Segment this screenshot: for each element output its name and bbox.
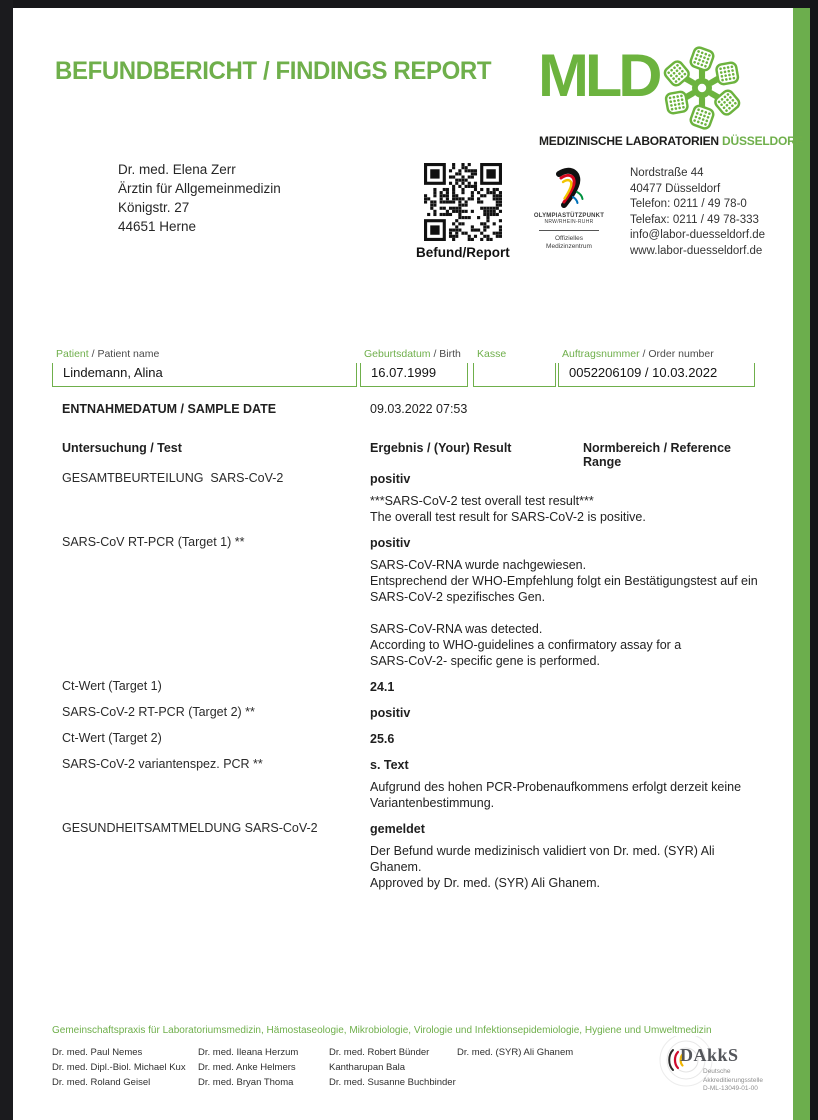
dakks-wordmark: DAkkS: [680, 1045, 739, 1065]
col-header-range: Normbereich / Reference Range: [583, 441, 731, 469]
olympic-line3: Offizielles: [554, 235, 584, 242]
label-accent: Patient: [56, 348, 89, 360]
test-result-notes: [370, 779, 772, 811]
practice-description: Gemeinschaftspraxis für Laboratoriumsmedizin, Hämostaseologie, Mikrobiologie, Virologie und Infektionsepidemiologie, Hygiene und Umweltmedizin: [52, 1025, 712, 1036]
note-line: The overall test result for SARS-CoV-2 is positive.: [370, 510, 646, 524]
olympic-divider: [539, 230, 599, 231]
field-kasse-label: [477, 348, 556, 360]
field-kasse: [473, 348, 556, 387]
test-result-value: 25.6: [370, 732, 395, 746]
results-table-header: [62, 441, 762, 469]
col-header-test: Untersuchung / Test: [62, 441, 182, 455]
note-line: SARS-CoV-RNA wurde nachgewiesen.: [370, 558, 587, 572]
test-result-value: positiv: [370, 536, 411, 550]
page-title: BEFUNDBERICHT / FINDINGS REPORT: [55, 57, 492, 85]
subtitle-black: MEDIZINISCHE LABORATORIEN: [539, 134, 719, 148]
test-result-notes: [370, 557, 772, 669]
field-ordernumber-label: [562, 348, 755, 360]
test-name: GESAMTBEURTEILUNG SARS-CoV-2: [62, 471, 284, 485]
label-rest: / Patient name: [88, 348, 160, 360]
lab-address-block: [630, 166, 765, 259]
test-name: Ct-Wert (Target 2): [62, 731, 162, 745]
lab-address-line: www.labor-duesseldorf.de: [630, 244, 763, 257]
field-patient-label: [56, 348, 357, 360]
test-name: GESUNDHEITSAMTMELDUNG SARS-CoV-2: [62, 821, 318, 835]
label-rest: / Order number: [639, 348, 714, 360]
doctor-name: Dr. med. Paul Nemes: [52, 1047, 143, 1058]
note-line: SARS-CoV-2 spezifisches Gen.: [370, 590, 546, 604]
viewer-left-edge: [0, 0, 13, 1120]
doctor-name: Dr. med. Susanne Buchbinder: [329, 1077, 456, 1088]
doctor-name: Dr. med. Ileana Herzum: [198, 1047, 299, 1058]
note-line: [370, 605, 772, 621]
doctors-column: [329, 1045, 457, 1090]
doctors-column: [52, 1045, 198, 1090]
label-rest: / Birth: [430, 348, 461, 360]
viewer-top-edge: [0, 0, 818, 8]
doctor-name: Dr. med. Bryan Thoma: [198, 1077, 294, 1088]
result-row: [62, 757, 772, 811]
note-line: Variantenbestimmung.: [370, 796, 495, 810]
field-birthdate-label: [364, 348, 468, 360]
doctor-name: Kantharupan Bala: [329, 1062, 406, 1073]
lab-address-line: Nordstraße 44: [630, 167, 704, 179]
test-result-value: s. Text: [370, 758, 409, 772]
field-kasse-value: [473, 363, 556, 387]
addressee-line: Königstr. 27: [118, 200, 190, 215]
sample-date-label: ENTNAHMEDATUM / SAMPLE DATE: [62, 402, 277, 416]
test-result-notes: [370, 843, 772, 891]
lab-address-line: 40477 Düsseldorf: [630, 182, 721, 195]
result-row: [62, 471, 772, 525]
test-result-value: positiv: [370, 706, 411, 720]
test-name: Ct-Wert (Target 1): [62, 679, 162, 693]
addressee-line: Ärztin für Allgemeinmedizin: [118, 181, 281, 196]
label-accent: Geburtsdatum: [364, 348, 431, 360]
mld-logo-wordmark: MLD: [538, 42, 659, 109]
doctors-list: [52, 1045, 607, 1090]
test-name: SARS-CoV RT-PCR (Target 1) **: [62, 535, 245, 549]
test-result-value: gemeldet: [370, 822, 425, 836]
field-ordernumber-value: 0052206109 / 10.03.2022: [558, 363, 755, 387]
olympic-line1: OLYMPIASTÜTZPUNKT: [533, 213, 605, 219]
test-result-notes: [370, 493, 772, 525]
note-line: Aufgrund des hohen PCR-Probenaufkommens erfolgt derzeit keine: [370, 780, 742, 794]
note-line: According to WHO-guidelines a confirmatory assay for a: [370, 638, 682, 652]
doctor-name: Dr. med. (SYR) Ali Ghanem: [457, 1047, 574, 1058]
result-row: [62, 705, 772, 721]
lab-address-line: Telefax: 0211 / 49 78-333: [630, 213, 759, 226]
viewer-right-edge: [810, 0, 818, 1120]
lab-address-line: info@labor-duesseldorf.de: [630, 229, 766, 241]
page-green-border: [793, 8, 810, 1120]
qr-code-icon: [424, 163, 502, 241]
doctors-column: [457, 1045, 607, 1060]
result-row: [62, 821, 772, 891]
note-line: SARS-CoV-RNA was detected.: [370, 622, 543, 636]
results-table-body: [62, 471, 772, 900]
label-accent: Kasse: [477, 348, 507, 360]
dakks-logo: [642, 1036, 782, 1106]
field-patient-value: Lindemann, Alina: [52, 363, 357, 387]
note-line: Der Befund wurde medizinisch validiert von Dr. med. (SYR) Ali: [370, 844, 715, 858]
result-row: [62, 679, 772, 695]
test-result-value: positiv: [370, 472, 411, 486]
sample-date-value: 09.03.2022 07:53: [370, 402, 468, 416]
note-line: Ghanem.: [370, 860, 422, 874]
note-line: Entsprechend der WHO-Empfehlung folgt ein Bestätigungstest auf ein: [370, 574, 758, 588]
field-birthdate-value: 16.07.1999: [360, 363, 468, 387]
test-name: SARS-CoV-2 RT-PCR (Target 2) **: [62, 705, 255, 719]
label-accent: Auftragsnummer: [562, 348, 640, 360]
dakks-subtext: [703, 1068, 763, 1094]
doctors-column: [198, 1045, 329, 1090]
mld-flower-icon: [656, 42, 748, 134]
result-row: [62, 535, 772, 669]
note-line: ***SARS-CoV-2 test overall test result***: [370, 494, 594, 508]
field-patient: [52, 348, 357, 387]
doctor-name: Dr. med. Dipl.-Biol. Michael Kux: [52, 1062, 186, 1073]
result-row: [62, 731, 772, 747]
mld-logo-subtitle: [539, 134, 803, 148]
subtitle-green: DÜSSELDORF: [722, 134, 803, 148]
field-ordernumber: [558, 348, 755, 387]
field-birthdate: [360, 348, 468, 387]
addressee-line: 44651 Herne: [118, 219, 197, 234]
doctor-name: Dr. med. Roland Geisel: [52, 1077, 151, 1088]
dakks-subline: Akkreditierungsstelle: [703, 1076, 763, 1084]
note-line: SARS-CoV-2- specific gene is performed.: [370, 654, 600, 668]
olympic-line2: NRW/RHEIN-RUHR: [544, 219, 594, 225]
lab-address-line: Telefon: 0211 / 49 78-0: [630, 198, 747, 210]
olympic-line4: Medizinzentrum: [546, 243, 592, 250]
qr-caption: Befund/Report: [416, 245, 510, 260]
test-name: SARS-CoV-2 variantenspez. PCR **: [62, 757, 263, 771]
doctor-name: Dr. med. Anke Helmers: [198, 1062, 296, 1073]
note-line: Approved by Dr. med. (SYR) Ali Ghanem.: [370, 876, 600, 890]
sample-date-row: [62, 402, 762, 416]
col-header-result: Ergebnis / (Your) Result: [370, 441, 512, 455]
addressee-block: [118, 160, 281, 236]
qr-block: [416, 163, 510, 260]
olympic-check-icon: [549, 166, 589, 208]
dakks-subline: D-ML-13049-01-00: [703, 1085, 758, 1092]
addressee-line: Dr. med. Elena Zerr: [118, 162, 236, 177]
test-result-value: 24.1: [370, 680, 395, 694]
olympiastuetzpunkt-logo: [531, 166, 607, 251]
doctor-name: Dr. med. Robert Bünder: [329, 1047, 430, 1058]
dakks-subline: Deutsche: [703, 1068, 731, 1075]
